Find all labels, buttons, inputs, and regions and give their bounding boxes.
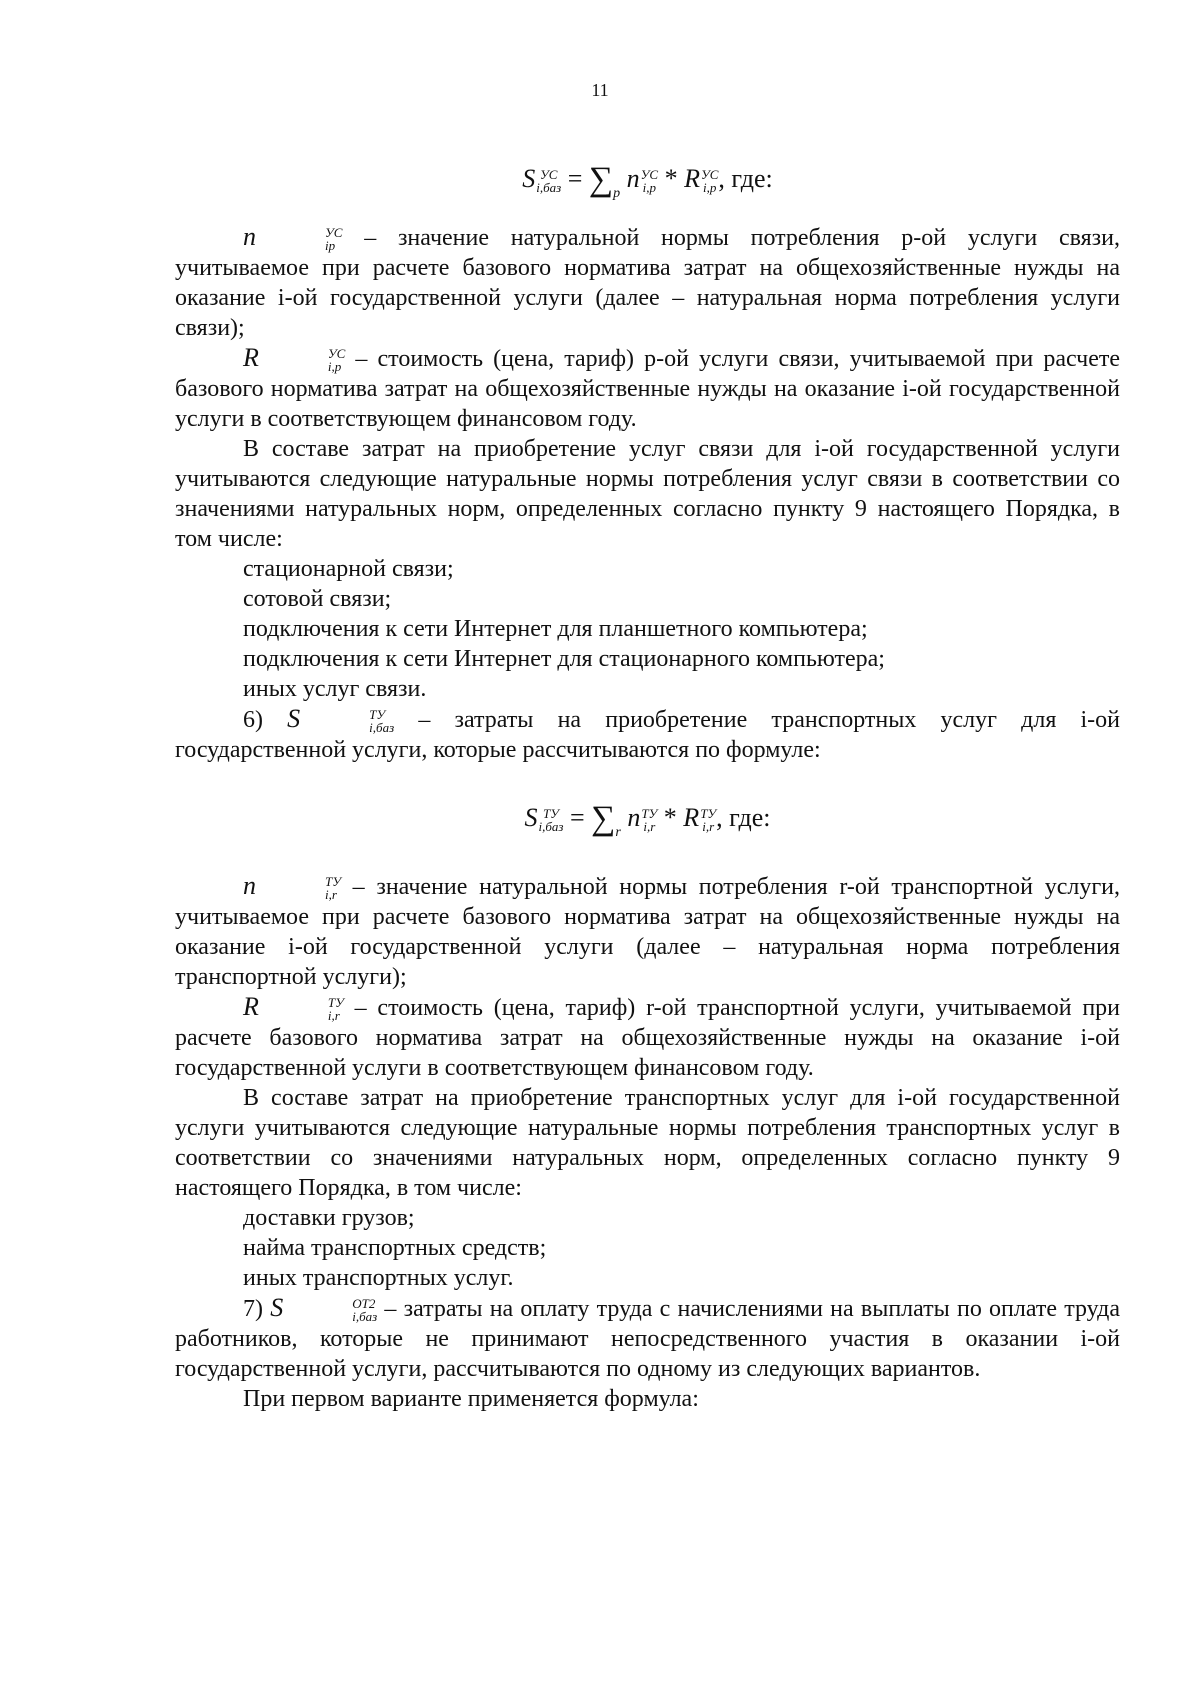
formula-tail: , где: (716, 803, 771, 832)
def-symbol: n (243, 222, 256, 251)
definition-r-communication (175, 343, 1120, 434)
formula-symbol: R (684, 164, 700, 193)
item-subscript: i,баз (369, 720, 395, 736)
def-text: – значение натуральной нормы потребления p-ой услуги связи, учитываемое при расчете базового норматива затрат на общехозяйственные нужды на оказание i-ой государственной услуги (далее – натуральная норма потребления услуги связи); (175, 225, 1120, 341)
formula-symbol: n (626, 164, 640, 193)
sum-index: r (615, 825, 621, 840)
def-subscript: i,p (327, 359, 342, 375)
formula-subscript: i,p (642, 180, 657, 196)
sum-sign: ∑ (591, 800, 616, 837)
formula-tail: , где: (718, 164, 773, 193)
formula-superscript: УС (700, 167, 719, 183)
sum-index: p (613, 186, 621, 201)
paragraph-first-variant: При первом варианте применяется формула: (243, 1386, 699, 1412)
list-item: сотовой связи; (243, 586, 392, 612)
def-subscript: ip (325, 238, 336, 254)
item-superscript: ОТ2 (352, 1296, 376, 1312)
formula-subscript: i,p (702, 180, 717, 196)
item-7-labor-costs (175, 1293, 1120, 1384)
item-symbol: S (270, 1293, 284, 1322)
formula-symbol: S (524, 803, 538, 832)
formula-subscript: i,баз (536, 180, 562, 196)
def-superscript: УС (325, 225, 343, 241)
formula-subscript: i,r (702, 819, 715, 835)
list-item: стационарной связи; (243, 556, 454, 582)
list-item: подключения к сети Интернет для планшетного компьютера; (243, 616, 868, 642)
item-subscript: i,баз (352, 1309, 378, 1325)
sum-sign: ∑ (588, 161, 614, 198)
page-content (175, 150, 1120, 1414)
list-item: найма транспортных средств; (243, 1235, 547, 1261)
formula-communication-cost (175, 150, 1120, 208)
def-symbol: n (243, 871, 256, 900)
def-symbol: R (243, 343, 259, 372)
def-symbol: R (243, 992, 259, 1021)
formula-symbol: R (683, 803, 700, 832)
item-superscript: ТУ (369, 707, 386, 723)
formula-operator: * (664, 164, 678, 193)
item-number: 6) (243, 707, 263, 733)
def-superscript: ТУ (325, 874, 341, 890)
formula-equals: = (567, 164, 583, 193)
def-text: – стоимость (цена, тариф) r-ой транспортной услуги, учитываемой при расчете базового норматива затрат на общехозяйственные нужды на оказание i-ой государственной услуги в соответствующем финансовом году. (175, 995, 1121, 1081)
list-item: подключения к сети Интернет для стационарного компьютера; (243, 646, 885, 672)
def-subscript: i,r (325, 887, 337, 903)
formula-superscript: ТУ (700, 806, 717, 822)
def-superscript: ТУ (327, 995, 344, 1011)
formula-superscript: ТУ (542, 806, 559, 822)
def-text: – стоимость (цена, тариф) p-ой услуги связи, учитываемой при расчете базового норматива затрат на общехозяйственные нужды на оказание i-ой государственной услуги в соответствующем финансовом году. (175, 346, 1121, 432)
formula-operator: * (663, 803, 677, 832)
def-text: – значение натуральной нормы потребления r-ой транспортной услуги, учитываемое при расчете базового норматива затрат на общехозяйственные нужды на оказание i-ой государственной услуги (далее – натуральная норма потребления транспортной услуги); (175, 874, 1121, 990)
list-item: доставки грузов; (243, 1205, 415, 1231)
formula-equals: = (569, 803, 585, 832)
def-subscript: i,r (327, 1008, 340, 1024)
formula-superscript: УС (540, 167, 558, 183)
item-text: – затраты на оплату труда с начислениями на выплаты по оплате труда работников, которые не принимают непосредственного участия в оказании i-ой государственной услуги, рассчитываются по одному из следующих вариантов. (175, 1296, 1121, 1382)
def-superscript: УС (327, 346, 346, 362)
definition-n-transport (175, 871, 1120, 992)
item-text: – затраты на приобретение транспортных услуг для i-ой государственной услуги, которые рассчитываются по формуле: (175, 707, 1121, 763)
formula-symbol: S (522, 164, 536, 193)
list-item: иных услуг связи. (243, 676, 427, 702)
list-item: иных транспортных услуг. (243, 1265, 514, 1291)
definition-r-transport (175, 992, 1120, 1083)
page-number: 11 (591, 80, 609, 100)
formula-transport-cost (175, 789, 1120, 847)
formula-superscript: УС (640, 167, 659, 183)
item-number: 7) (243, 1296, 263, 1322)
item-6-transport-costs (175, 704, 1120, 765)
formula-subscript: i,баз (538, 819, 564, 835)
paragraph-transport-norms: В составе затрат на приобретение транспортных услуг для i-ой государственной услуги учитываются следующие натуральные нормы потребления транспортных услуг в соответствии со значениями натуральных норм, определенных согласно пункту 9 настоящего Порядка, в том числе: (175, 1085, 1120, 1201)
item-symbol: S (287, 704, 301, 733)
definition-n-communication (175, 222, 1120, 343)
paragraph-communication-norms: В составе затрат на приобретение услуг связи для i-ой государственной услуги учитываются следующие натуральные нормы потребления услуг связи в соответствии со значениями натуральных норм, определенных согласно пункту 9 настоящего Порядка, в том числе: (175, 436, 1120, 552)
formula-superscript: ТУ (641, 806, 658, 822)
formula-subscript: i,r (643, 819, 656, 835)
formula-symbol: n (627, 803, 641, 832)
